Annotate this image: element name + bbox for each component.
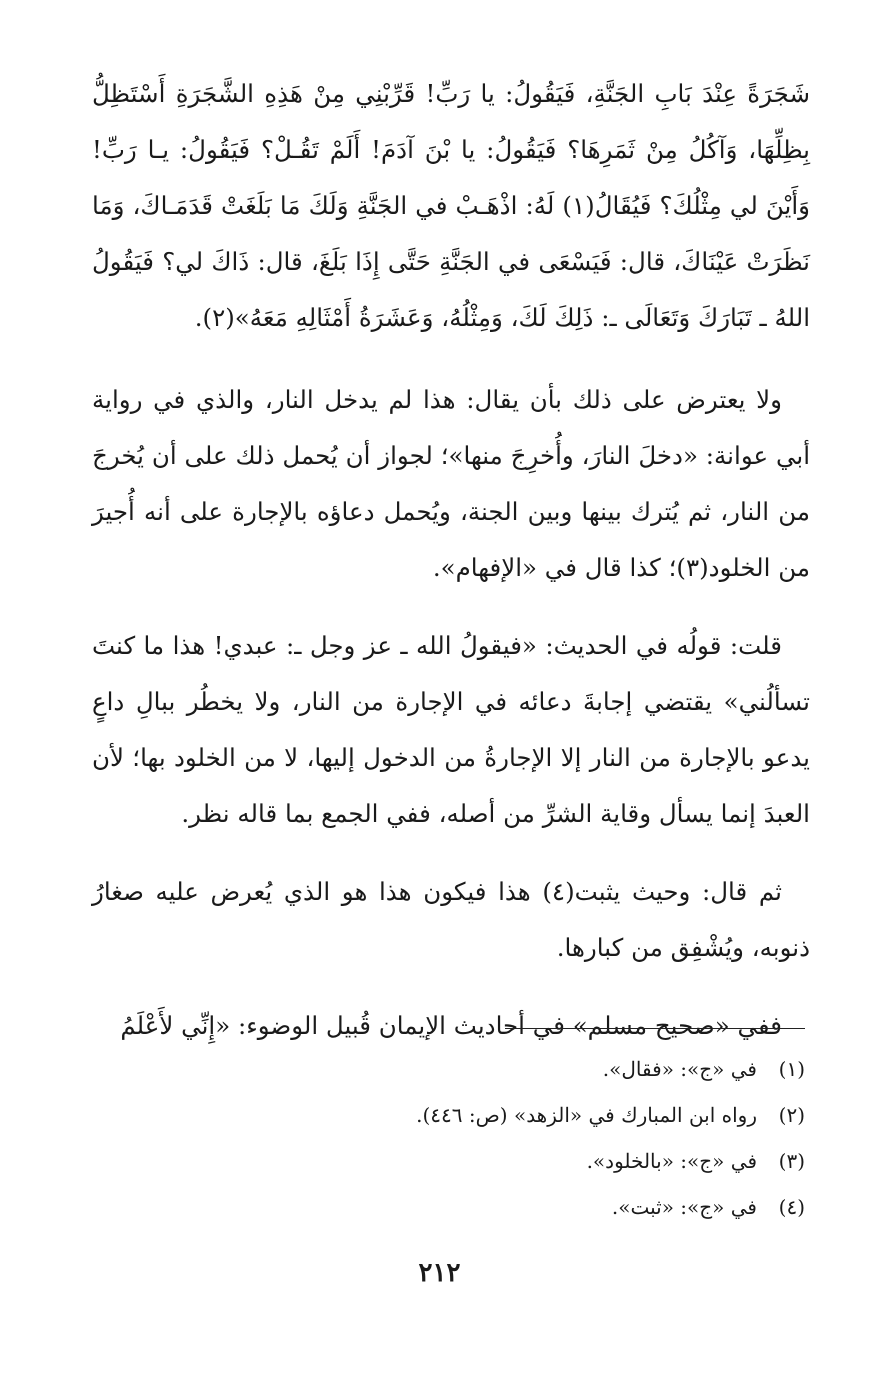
page-number: ٢١٢	[418, 1258, 461, 1288]
footnote-number: (١)	[778, 1057, 805, 1081]
paragraph-hadith-continuation: شَجَرَةً عِنْدَ بَابِ الجَنَّةِ، فَيَقُولُ: يا رَبِّ! قَرِّبْنِي مِنْ هَذِهِ الشَّجَرَةِ أَسْتَظِلُّ بِظِلِّهَا، وَآكُلُ مِنْ ثَمَرِهَا؟ فَيَقُولُ: يا بْنَ آدَمَ! أَلَمْ تَقُـلْ؟ فَيَقُولُ: يـا رَبِّ! وَأَيْنَ لي مِثْلُكَ؟ فَيُقَالُ(١) لَهُ: اذْهَـبْ في الجَنَّةِ وَلَكَ مَا بَلَغَتْ قَدَمَـاكَ، وَمَا نَظَرَتْ عَيْنَاكَ، قال: فَيَسْعَى في الجَنَّةِ حَتَّى إِذَا بَلَغَ، قال: ذَاكَ لي؟ فَيَقُولُ اللهُ ـ تَبَارَكَ وَتَعَالَى ـ: ذَلِكَ لَكَ، وَمِثْلُهُ، وَعَشَرَةُ أَمْثَالِهِ مَعَهُ»(٢).	[92, 79, 810, 332]
paragraph-qultu: قلت: قولُه في الحديث: «فيقولُ الله ـ عز وجل ـ: عبدي! هذا ما كنتَ تسألُني» يقتضي إجابةَ دعائه في الإجارة من النار، ولا يخطُر ببالِ داعٍ يدعو بالإجارة من النار إلا الإجارةُ من الدخول إليها، لا من الخلود بها؛ لأن العبدَ إنما يسأل وقاية الشرِّ من أصله، ففي الجمع بما قاله نظر.	[92, 631, 810, 828]
footnote-number: (٢)	[778, 1103, 805, 1127]
footnote-item	[105, 1092, 805, 1138]
footnote-text: في «ج»: «بالخلود».	[586, 1149, 757, 1173]
footnote-number: (٣)	[778, 1149, 805, 1173]
paragraph-thumma-qal: ثم قال: وحيث يثبت(٤) هذا فيكون هذا هو الذي يُعرض عليه صغارُ ذنوبه، ويُشْفِق من كبارها.	[92, 877, 810, 962]
footnote-text: في «ج»: «ثبت».	[611, 1195, 757, 1219]
paragraph-objection: ولا يعترض على ذلك بأن يقال: هذا لم يدخل النار، والذي في رواية أبي عوانة: «دخلَ النارَ، وأُخرِجَ منها»؛ لجواز أن يُحمل ذلك على أن يُخرجَ من النار، ثم يُترك بينها وبين الجنة، ويُحمل دعاؤه بالإجارة على أنه أُجيرَ من الخلود(٣)؛ كذا قال في «الإفهام».	[92, 385, 810, 582]
footnote-number: (٤)	[778, 1195, 805, 1219]
footnote-item	[105, 1046, 805, 1092]
footnote-text: رواه ابن المبارك في «الزهد» (ص: ٤٤٦).	[416, 1103, 757, 1127]
main-text	[92, 66, 810, 1076]
footnote-separator	[505, 1028, 805, 1029]
footnote-item	[105, 1138, 805, 1184]
footnote-item	[105, 1184, 805, 1230]
footnotes	[105, 1046, 805, 1230]
footnote-text: في «ج»: «فقال».	[602, 1057, 757, 1081]
paragraph-sahih-muslim: ففي «صحيح مسلم» في أحاديث الإيمان قُبيل الوضوء: «إِنِّي لأَعْلَمُ	[120, 1011, 782, 1040]
